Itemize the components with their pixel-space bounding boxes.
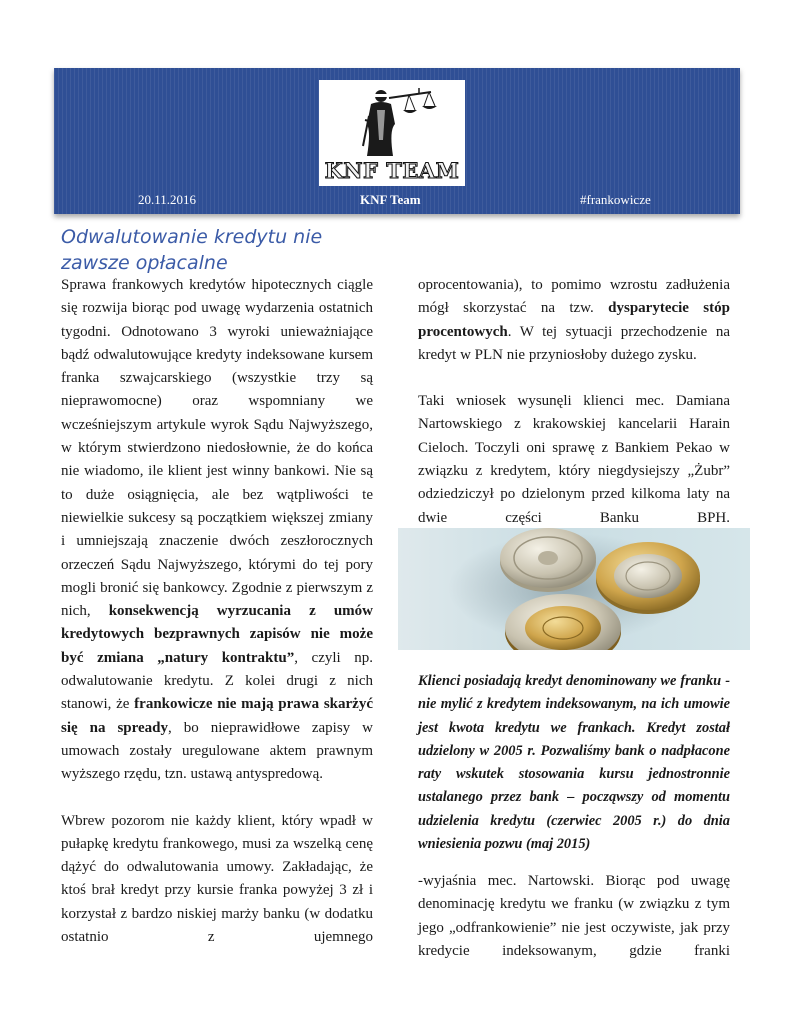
article-title-line-2: zawsze opłacalne (61, 252, 228, 274)
paragraph-1-bold-a: konsekwencją wyrzucania z umów kredytowych bezprawnych zapisów nie może być zmiana „natury kontraktu” (61, 603, 373, 666)
paragraph-1-text-a: Sprawa frankowych kredytów hipotecznych ciągle się rozwija biorąc pod uwagę wydarzenia ostatnich tygodni. Odnotowano 3 wyroki unieważniające bądź odwalutowujące kredyty indeksowane kursem franka szwajcarskiego (wszystkie trzy są nieprawomocne) oraz wspomniany we wcześniejszym artykule wyrok Sądu Najwyższego, w którym stwierdzono niedosłownie, że do końca nie wiadomo, ile klient jest winny bankowi. Nie są to duże osiągnięcia, ale bez wątpliwości te niewielkie sukcesy są początkiem większej zmiany i umniejszają znaczenie dwóch zeszłorocznych orzeczeń Sądu Najwyższego, którymi do tej pory mogli bronić się bankowcy. Zgodnie z pierwszym z nich, (61, 277, 373, 620)
logo-text: KNF TEAM (324, 158, 460, 183)
article-title-line-1: Odwalutowanie kredytu nie (61, 226, 323, 248)
pull-quote: Klienci posiadają kredyt denominowany we franku - nie mylić z kredytem indeksowanym, na ich umowie jest kwota kredytu we frankach. Kredyt został udzielony w 2005 r. Pozwaliśmy bank o nadpłacone raty wskutek stosowania kursu jednostronnie ustalanego przez bank – począwszy od momentu udzielenia kredytu (czerwiec 2005 r.) do dnia wniesienia pozwu (maj 2015) (418, 673, 730, 853)
left-column (61, 274, 373, 949)
hashtag-label: #frankowicze (580, 192, 651, 207)
right-column-bottom (418, 870, 730, 963)
date-label: 20.11.2016 (138, 192, 197, 207)
coins-illustration (398, 528, 750, 650)
paragraph-3-text-b: . W tej sytuacji przechodzenie na kredyt w PLN nie przyniosłoby dużego zysku. (418, 323, 730, 363)
paragraph-1-bold-b: frankowicze nie mają prawa skarżyć się na spready (61, 696, 373, 736)
paragraph-3-bold: dysparytecie stóp procentowych (418, 300, 730, 340)
paragraph-1-text-b: , czyli np. odwalutowanie kredytu. Z kolei drugi z nich stanowi, że (61, 649, 373, 713)
header-banner (54, 68, 740, 214)
paragraph-1-text-c: , bo nieprawidłowe zapisy w umowach zostały uregulowane aktem prawnym wyższego rzędu, tzn. ustawą antyspredową. (61, 719, 373, 783)
paragraph-4: Taki wniosek wysunęli klienci mec. Damiana Nartowskiego z krakowskiej kancelarii Harain Cieloch. Toczyli oni sprawę z Bankiem Pekao w związku z kredytem, który niegdysiejszy „Żubr” odziedziczył po dzielonym przed kilkoma laty na dwie części Banku BPH. (418, 393, 730, 526)
paragraph-3-text-a: oprocentowania), to pomimo wzrostu zadłużenia mógł skorzystać na tzw. (418, 277, 730, 317)
knf-team-logo (319, 80, 465, 186)
coins-photo (398, 528, 750, 650)
paragraph-2: Wbrew pozorom nie każdy klient, który wpadł w pułapkę kredytu frankowego, musi za wszelką cenę dążyć do odwalutowania umowy. Zakładając, że ktoś brał kredyt przy kursie franka powyżej 3 zł i korzystał z bardzo niskiej marży banku (w dodatku ostatnio z ujemnego (61, 812, 373, 946)
right-column-top (418, 274, 730, 530)
article-title (61, 224, 391, 276)
team-label: KNF Team (360, 192, 421, 207)
paragraph-5: -wyjaśnia mec. Nartowski. Biorąc pod uwagę denominację kredytu we franku (w związku z tym jego „odfrankowienie” nie jest oczywiste, jak przy kredycie indeksowanym, gdzie franki (418, 873, 730, 959)
lady-justice-icon (319, 80, 465, 160)
paragraph-3 (418, 274, 730, 367)
paragraph-1 (61, 274, 373, 787)
